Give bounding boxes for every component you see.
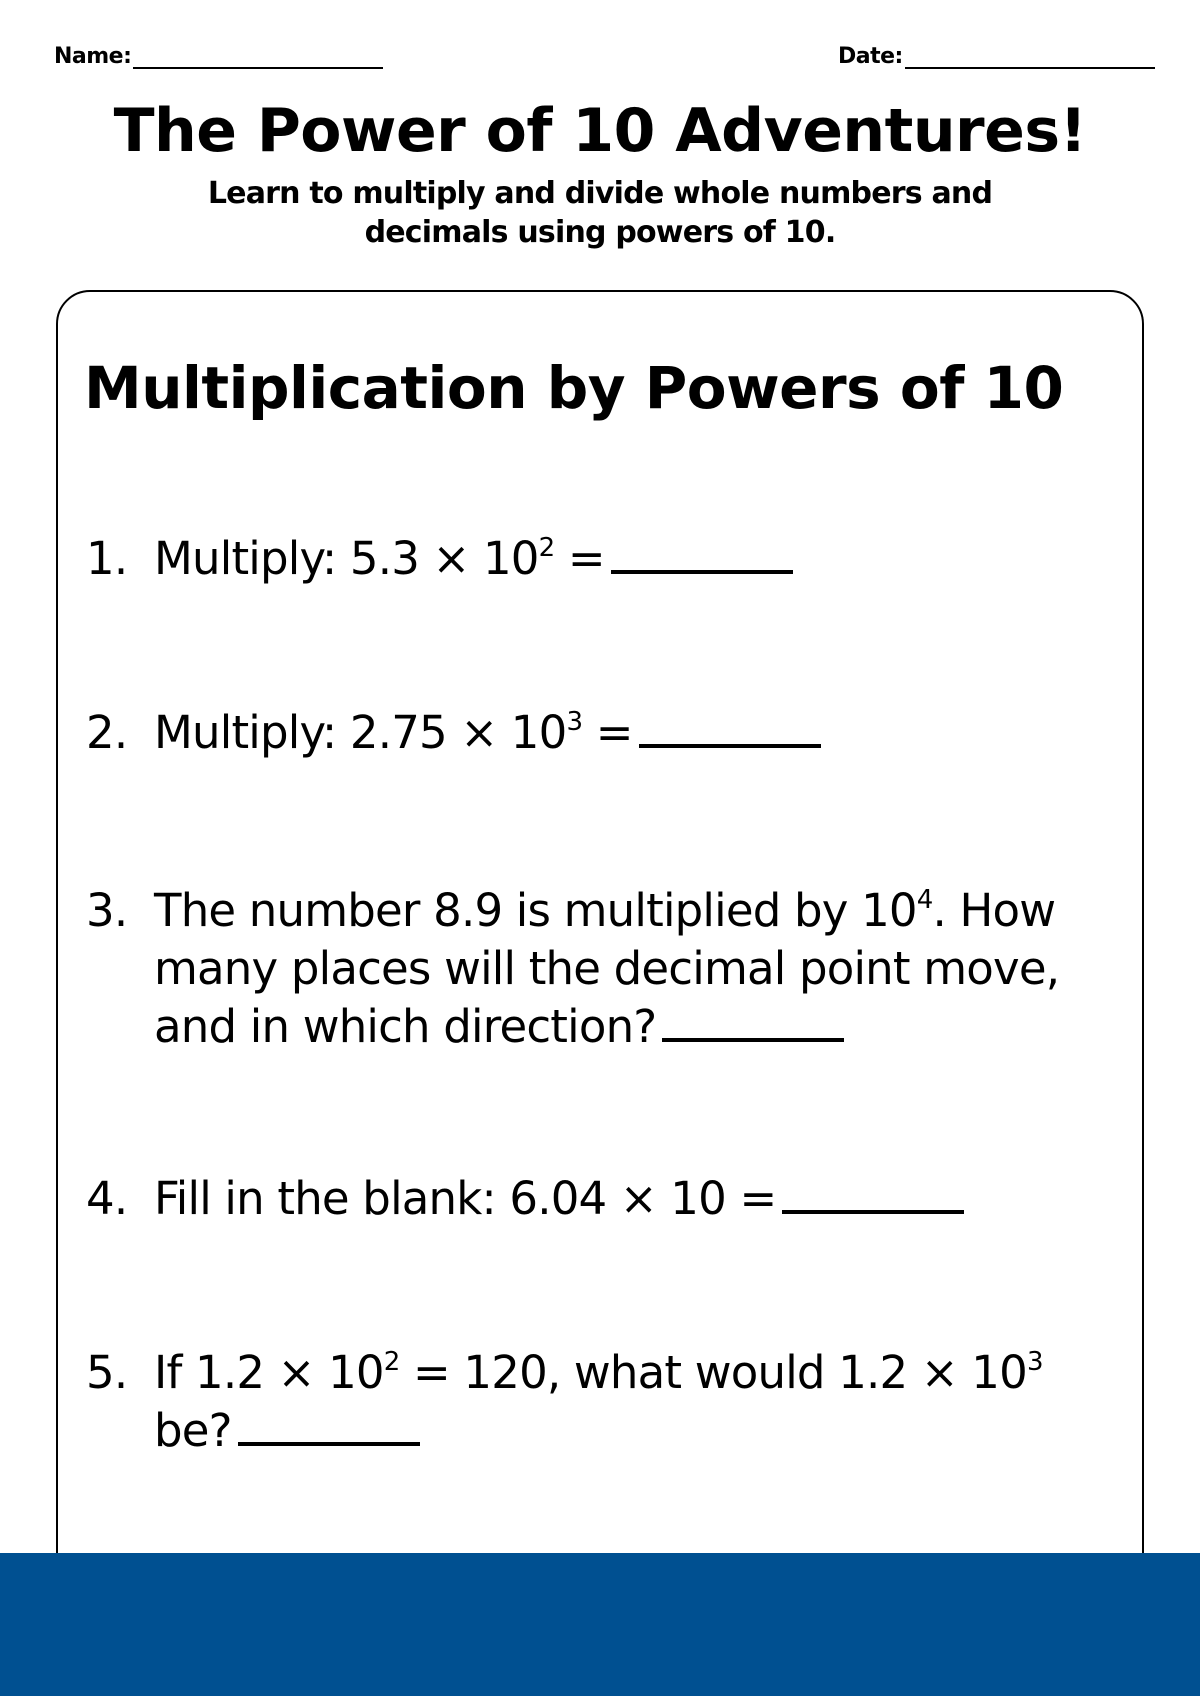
question-text: Multiply: 2.75 × 10: [154, 706, 567, 759]
question-text-end: =: [582, 706, 633, 759]
question-text-line-2: be?: [154, 1404, 232, 1457]
worksheet-subtitle: Learn to multiply and divide whole numbers and decimals using powers of 10.: [207, 176, 993, 250]
question-4: [86, 1170, 964, 1228]
date-field[interactable]: [838, 44, 1155, 69]
question-exponent: 3: [566, 707, 583, 737]
answer-blank[interactable]: [611, 536, 793, 574]
date-label: Date:: [838, 44, 903, 69]
question-text-end: . How: [932, 884, 1056, 937]
question-number: 5.: [86, 1346, 128, 1399]
question-exponent: 2: [538, 533, 555, 563]
footer-band: [0, 1553, 1200, 1696]
question-text: The number 8.9 is multiplied by 10: [154, 884, 917, 937]
question-text: Fill in the blank: 6.04 × 10 =: [154, 1172, 777, 1225]
question-number: 2.: [86, 706, 128, 759]
question-3: [86, 882, 1059, 1056]
answer-blank[interactable]: [782, 1176, 964, 1214]
question-2: [86, 704, 821, 762]
question-number: 1.: [86, 532, 128, 585]
question-number: 4.: [86, 1172, 128, 1225]
answer-blank[interactable]: [662, 1004, 844, 1042]
name-label: Name:: [54, 44, 132, 69]
section-title: Multiplication by Powers of 10: [84, 354, 1064, 422]
question-exponent: 2: [383, 1347, 400, 1377]
question-number: 3.: [86, 884, 128, 937]
question-text-end: =: [554, 532, 605, 585]
worksheet-title: The Power of 10 Adventures!: [113, 96, 1087, 166]
answer-blank[interactable]: [238, 1408, 420, 1446]
question-exponent-2: 3: [1026, 1347, 1043, 1377]
question-5: [86, 1344, 1043, 1460]
answer-blank[interactable]: [639, 710, 821, 748]
question-text-line-3: and in which direction?: [154, 1000, 657, 1053]
question-text: If 1.2 × 10: [154, 1346, 384, 1399]
question-text-mid: = 120, what would 1.2 × 10: [399, 1346, 1027, 1399]
question-1: [86, 530, 793, 588]
question-text-line-2: many places will the decimal point move,: [154, 942, 1060, 995]
question-text-line-3-wrap: [86, 998, 1059, 1056]
name-blank-line[interactable]: [133, 45, 383, 69]
question-text-line-2-wrap: [86, 1402, 1043, 1460]
question-exponent: 4: [916, 885, 933, 915]
date-blank-line[interactable]: [905, 45, 1155, 69]
name-field[interactable]: [54, 44, 383, 69]
question-text: Multiply: 5.3 × 10: [154, 532, 539, 585]
